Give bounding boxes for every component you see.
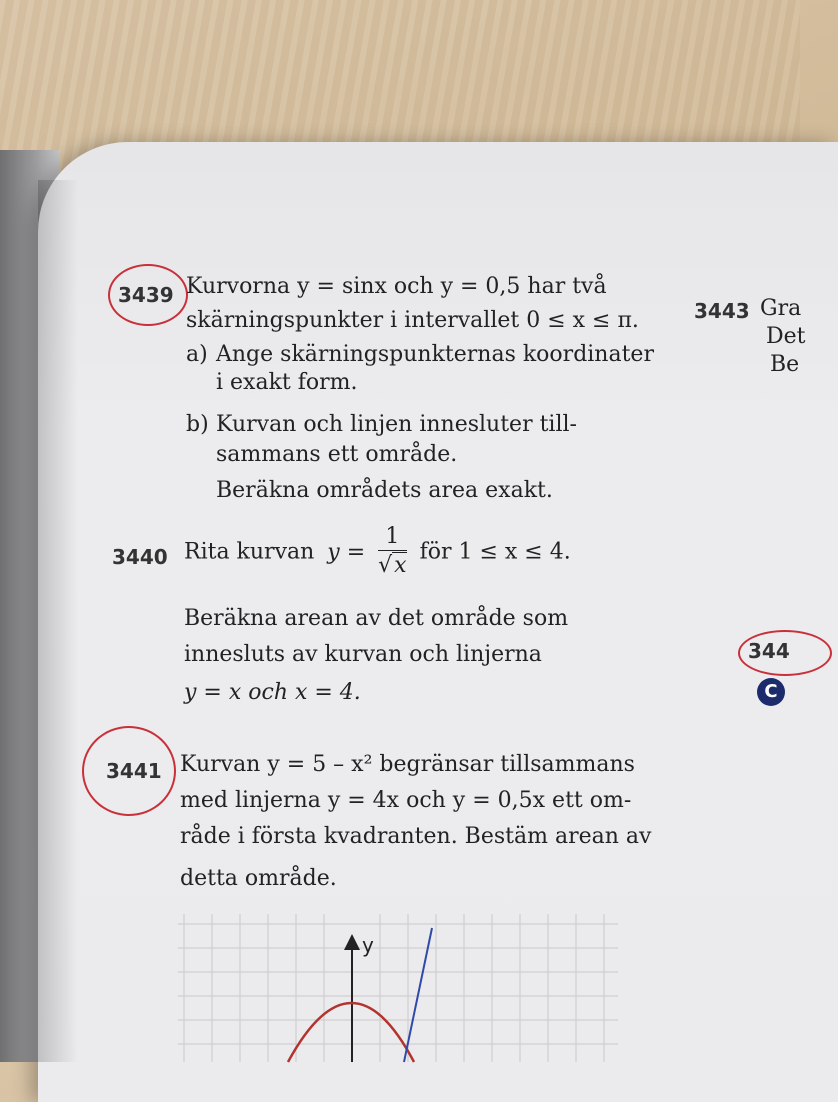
problem-3439-b-line1: Kurvan och linjen innesluter till- <box>216 412 577 437</box>
problem-3440-line1 <box>184 524 571 581</box>
grid-lines <box>178 914 618 1062</box>
problem-3440-yeq: y = <box>327 539 366 565</box>
problem-3439-b-line3: Beräkna områdets area exakt. <box>216 478 553 503</box>
problem-3439-b-line2: sammans ett område. <box>216 442 458 467</box>
problem-number-3439: 3439 <box>118 283 174 307</box>
graph-grid <box>178 914 618 1062</box>
problem-number-3443: 3443 <box>694 299 750 323</box>
problem-3441-line3: råde i första kvadranten. Bestäm arean av <box>180 824 652 849</box>
problem-number-3441: 3441 <box>106 759 162 783</box>
page-gutter <box>38 180 78 1062</box>
sqrt-radicand: x <box>394 553 407 578</box>
problem-3441-line2: med linjerna y = 4x och y = 0,5x ett om- <box>180 788 632 813</box>
fraction <box>378 524 406 581</box>
problem-3440-range: för 1 ≤ x ≤ 4. <box>419 539 571 565</box>
problem-3440-lead: Rita kurvan <box>184 539 315 565</box>
problem-3441-line4: detta område. <box>180 866 337 891</box>
problem-3439-b-label: b) <box>186 412 209 437</box>
problem-3443-line2: Det <box>766 324 806 349</box>
problem-3443-line3: Be <box>770 352 800 377</box>
problem-3440-line4: y = x och x = 4. <box>184 680 361 705</box>
problem-3439-line1: Kurvorna y = sinx och y = 0,5 har två <box>186 274 607 299</box>
problem-3443-line1: Gra <box>760 296 802 321</box>
y-axis-arrow <box>344 934 360 950</box>
fraction-numerator: 1 <box>378 524 406 551</box>
fraction-denominator: √x <box>378 553 407 578</box>
problem-3439-a-line1: Ange skärningspunkternas koordinater <box>216 342 654 367</box>
difficulty-badge: C <box>757 678 785 706</box>
problem-3440-line2: Beräkna arean av det område som <box>184 606 569 631</box>
problem-3439-a-line2: i exakt form. <box>216 370 358 395</box>
problem-number-344x: 344 <box>748 639 790 663</box>
graph-axis-label: y <box>362 933 374 957</box>
problem-number-3440: 3440 <box>112 545 168 569</box>
problem-3440-line3: innesluts av kurvan och linjerna <box>184 642 542 667</box>
problem-3439-a-label: a) <box>186 342 208 367</box>
problem-3441-line1: Kurvan y = 5 – x² begränsar tillsammans <box>180 752 635 777</box>
problem-3439-line2: skärningspunkter i intervallet 0 ≤ x ≤ π. <box>186 308 639 333</box>
